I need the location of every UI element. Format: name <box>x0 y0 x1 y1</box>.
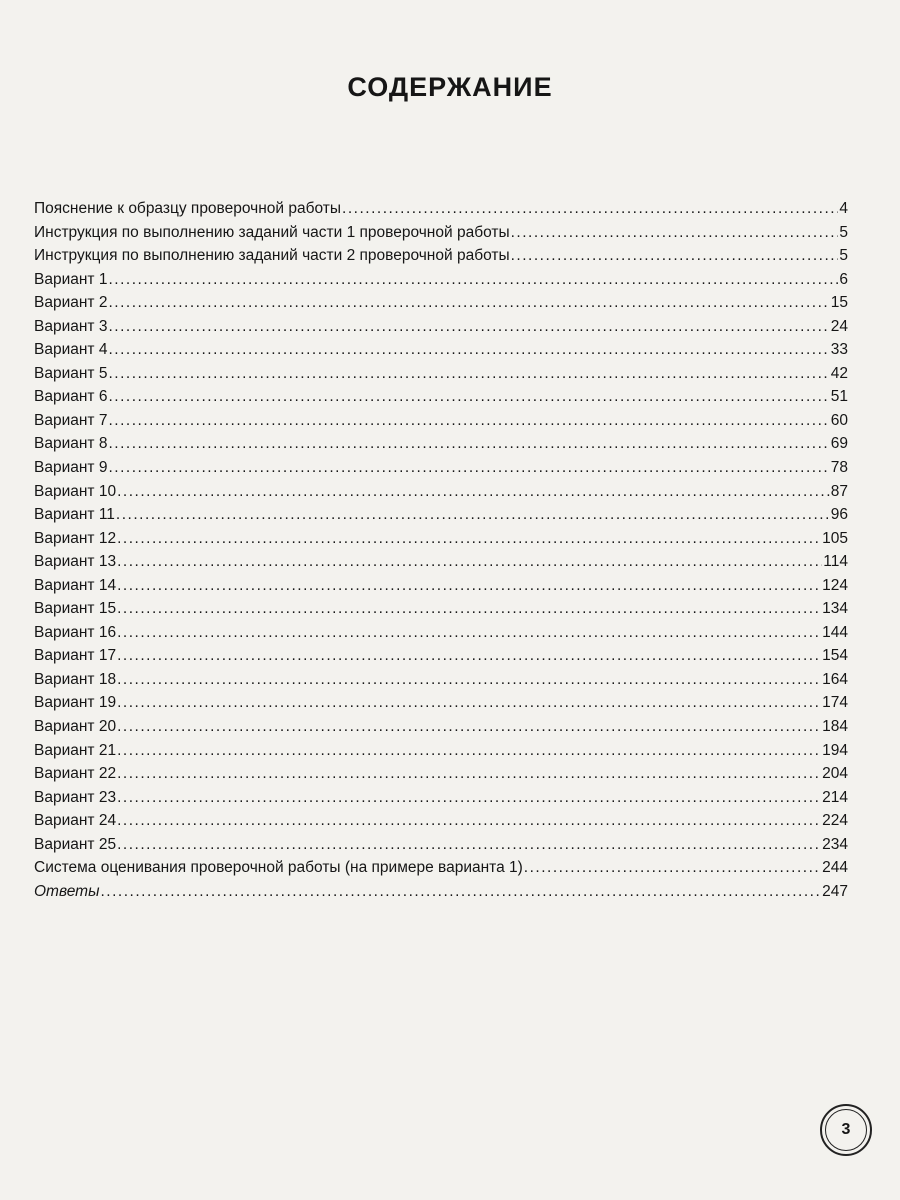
toc-entry-label: Вариант 8 <box>34 435 108 453</box>
toc-entry <box>34 197 848 221</box>
toc-entry <box>34 221 848 245</box>
toc-entry <box>34 880 848 904</box>
toc-entry-label: Вариант 18 <box>34 670 117 688</box>
toc-entry <box>34 762 848 786</box>
toc-entry-label: Ответы <box>34 882 100 900</box>
toc-dot-leader <box>108 338 829 362</box>
toc-entry <box>34 786 848 810</box>
toc-entry-label: Вариант 1 <box>34 270 108 288</box>
toc-entry-label: Вариант 16 <box>34 623 117 641</box>
toc-entry-page: 154 <box>822 647 848 665</box>
toc-dot-leader <box>117 597 821 621</box>
toc-dot-leader <box>511 244 839 268</box>
toc-entry-page: 194 <box>822 741 848 759</box>
toc-dot-leader <box>117 574 821 598</box>
toc-dot-leader <box>108 409 829 433</box>
toc-entry-label: Вариант 9 <box>34 459 108 477</box>
page-number-badge <box>820 1104 872 1156</box>
toc-entry-label: Вариант 22 <box>34 765 117 783</box>
toc-entry <box>34 480 848 504</box>
toc-dot-leader <box>108 315 829 339</box>
toc-entry-page: 78 <box>830 459 848 477</box>
toc-dot-leader <box>117 691 821 715</box>
toc-entry <box>34 268 848 292</box>
toc-entry <box>34 809 848 833</box>
toc-entry-page: 184 <box>822 718 848 736</box>
toc-dot-leader <box>117 527 821 551</box>
toc-entry-label: Инструкция по выполнению заданий части 2 проверочной работы <box>34 247 510 265</box>
toc-entry <box>34 291 848 315</box>
toc-entry-label: Вариант 12 <box>34 529 117 547</box>
toc-dot-leader <box>117 786 821 810</box>
toc-entry-label: Вариант 19 <box>34 694 117 712</box>
toc-dot-leader <box>117 833 821 857</box>
toc-entry-page: 96 <box>830 506 848 524</box>
toc-entry <box>34 315 848 339</box>
toc-entry <box>34 456 848 480</box>
toc-entry-page: 247 <box>822 882 848 900</box>
toc-entry-page: 124 <box>822 576 848 594</box>
toc-entry <box>34 833 848 857</box>
toc-entry-page: 134 <box>822 600 848 618</box>
toc-dot-leader <box>117 715 821 739</box>
toc-entry-page: 234 <box>822 835 848 853</box>
toc-entry-label: Вариант 13 <box>34 553 117 571</box>
toc-entry <box>34 550 848 574</box>
toc-entry-page: 244 <box>822 859 848 877</box>
toc-entry <box>34 597 848 621</box>
toc-entry-page: 164 <box>822 670 848 688</box>
toc-entry-label: Вариант 14 <box>34 576 117 594</box>
toc-entry <box>34 244 848 268</box>
toc-dot-leader <box>108 456 829 480</box>
toc-dot-leader <box>117 621 821 645</box>
toc-entry-label: Вариант 2 <box>34 294 108 312</box>
toc-entry-label: Вариант 24 <box>34 812 117 830</box>
toc-dot-leader <box>117 668 821 692</box>
toc-dot-leader <box>108 291 829 315</box>
toc-entry-page: 6 <box>839 270 848 288</box>
toc-entry <box>34 856 848 880</box>
toc-entry <box>34 621 848 645</box>
toc-entry <box>34 691 848 715</box>
toc-dot-leader <box>117 480 830 504</box>
toc-entry-page: 42 <box>830 364 848 382</box>
toc-dot-leader <box>117 739 821 763</box>
toc-entry-label: Пояснение к образцу проверочной работы <box>34 200 341 217</box>
toc-entry-page: 224 <box>822 812 848 830</box>
toc-entry-label: Вариант 7 <box>34 411 108 429</box>
toc-entry <box>34 715 848 739</box>
toc-entry-label: Вариант 23 <box>34 788 117 806</box>
toc-entry-page: 15 <box>830 294 848 312</box>
toc-dot-leader <box>108 385 829 409</box>
toc-entry-label: Вариант 15 <box>34 600 117 618</box>
toc-entry-label: Вариант 6 <box>34 388 108 406</box>
toc-entry-label: Инструкция по выполнению заданий части 1 проверочной работы <box>34 223 510 241</box>
toc-entry-page: 214 <box>822 788 848 806</box>
toc-entry <box>34 527 848 551</box>
toc-dot-leader <box>100 880 821 904</box>
toc-entry-label: Вариант 4 <box>34 341 108 359</box>
toc-dot-leader <box>511 221 839 245</box>
toc-entry-page: 5 <box>839 247 848 265</box>
toc-entry-page: 33 <box>830 341 848 359</box>
toc-entry <box>34 574 848 598</box>
toc-entry <box>34 503 848 527</box>
toc-dot-leader <box>116 503 830 527</box>
toc-entry-page: 69 <box>830 435 848 453</box>
toc-entry-label: Вариант 3 <box>34 317 108 335</box>
toc-dot-leader <box>108 362 829 386</box>
toc-entry-page: 114 <box>823 553 848 571</box>
page-title: СОДЕРЖАНИЕ <box>347 72 553 102</box>
toc-entry <box>34 668 848 692</box>
toc-entry <box>34 338 848 362</box>
toc-entry-page: 4 <box>839 200 848 217</box>
toc-entry-page: 105 <box>822 529 848 547</box>
toc-entry <box>34 644 848 668</box>
toc-entry <box>34 385 848 409</box>
toc-dot-leader <box>108 268 838 292</box>
toc-entry-page: 87 <box>830 482 848 500</box>
toc-dot-leader <box>117 644 821 668</box>
toc-dot-leader <box>117 809 821 833</box>
toc-dot-leader <box>342 197 838 221</box>
toc-dot-leader <box>524 856 821 880</box>
toc-entry <box>34 432 848 456</box>
toc-entry-page: 174 <box>822 694 848 712</box>
table-of-contents <box>34 197 848 903</box>
toc-entry-label: Вариант 21 <box>34 741 117 759</box>
toc-entry-page: 5 <box>839 223 848 241</box>
toc-dot-leader <box>117 550 822 574</box>
page-number: 3 <box>825 1109 867 1151</box>
toc-entry-page: 60 <box>830 411 848 429</box>
toc-entry-label: Вариант 5 <box>34 364 108 382</box>
toc-dot-leader <box>117 762 821 786</box>
toc-entry-page: 144 <box>822 623 848 641</box>
toc-entry-page: 204 <box>822 765 848 783</box>
toc-entry <box>34 739 848 763</box>
toc-entry-label: Вариант 11 <box>34 506 115 524</box>
toc-entry-label: Вариант 17 <box>34 647 117 665</box>
toc-entry-label: Вариант 20 <box>34 718 117 736</box>
toc-entry-label: Вариант 10 <box>34 482 117 500</box>
toc-entry-page: 51 <box>830 388 848 406</box>
toc-entry <box>34 409 848 433</box>
toc-entry-label: Вариант 25 <box>34 835 117 853</box>
toc-entry <box>34 362 848 386</box>
toc-entry-page: 24 <box>830 317 848 335</box>
toc-dot-leader <box>108 432 829 456</box>
toc-entry-label: Система оценивания проверочной работы (на примере варианта 1) <box>34 859 523 877</box>
